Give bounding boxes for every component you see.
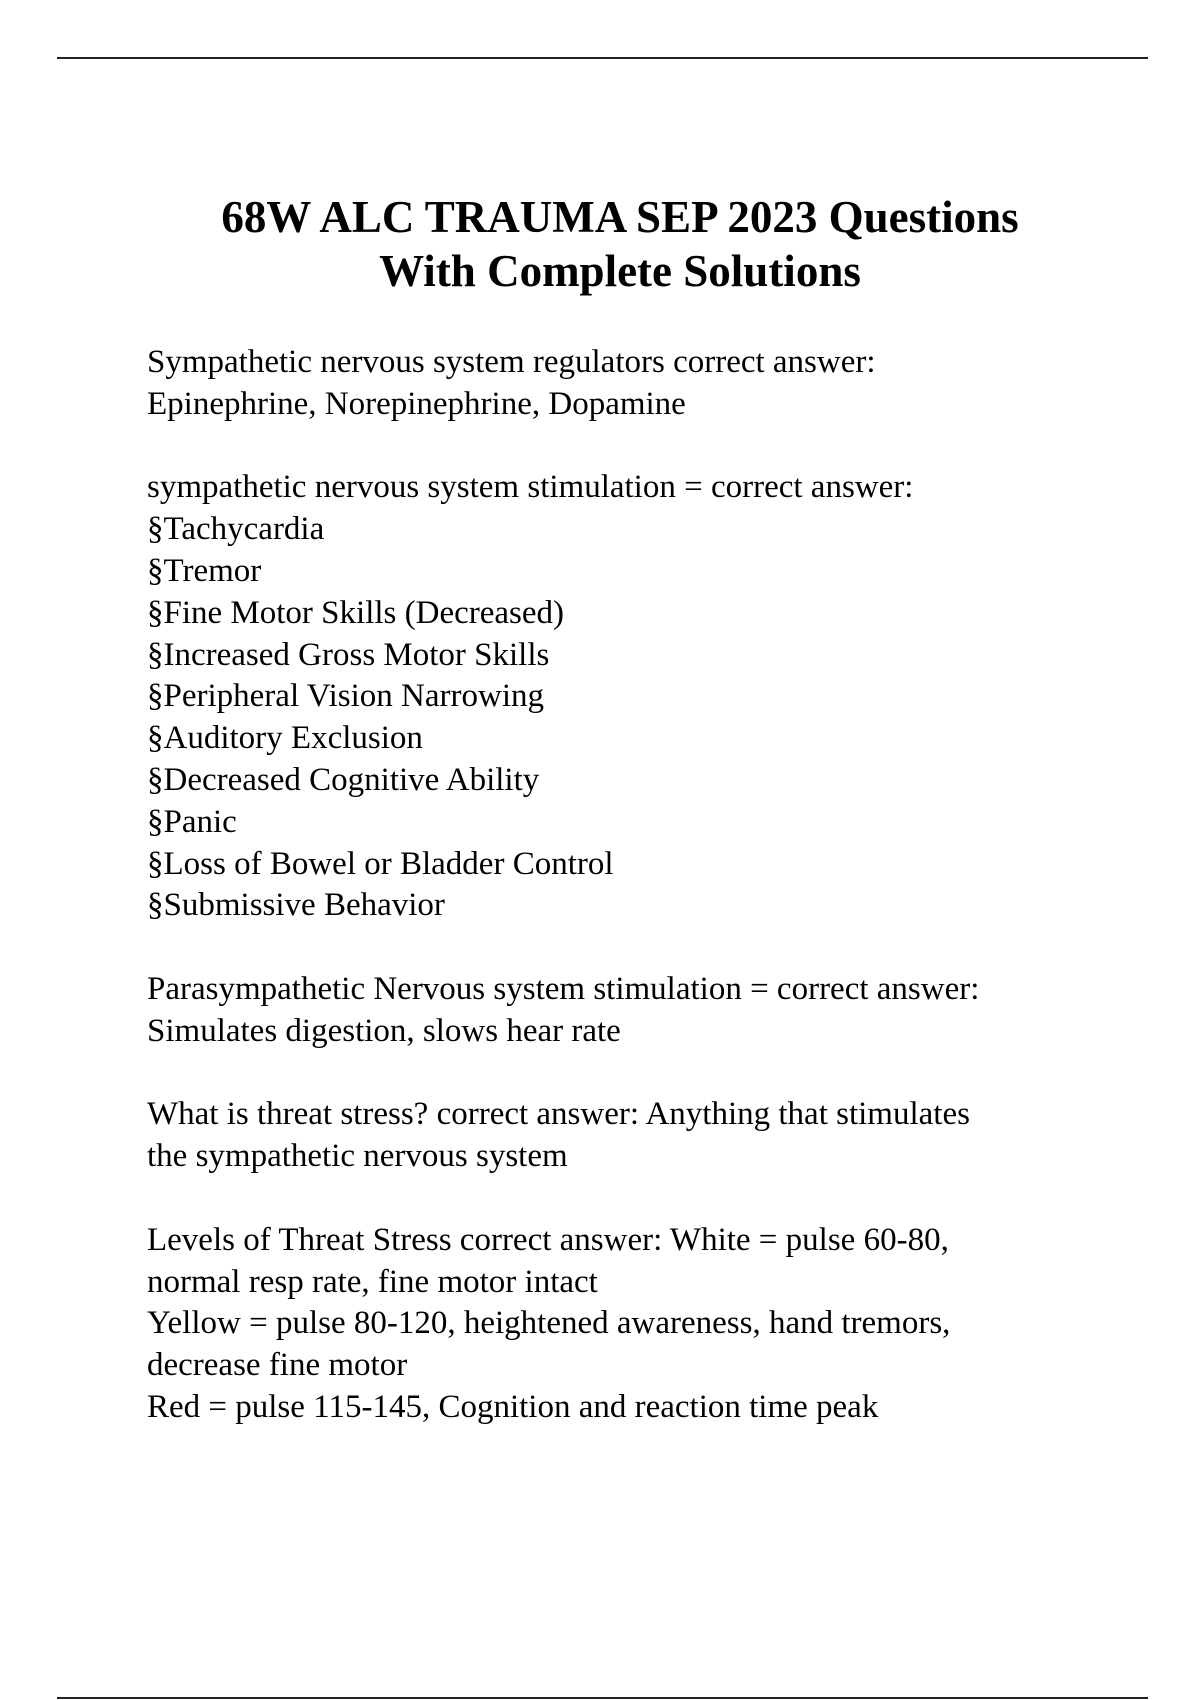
text-line: §Peripheral Vision Narrowing — [147, 678, 544, 715]
qa-paragraph — [147, 1094, 1107, 1178]
text-line: Epinephrine, Norepinephrine, Dopamine — [147, 385, 686, 422]
text-line: Sympathetic nervous system regulators correct answer: — [147, 344, 876, 380]
qa-paragraph — [147, 1220, 1107, 1429]
text-line: §Submissive Behavior — [147, 887, 445, 924]
title-line-2: With Complete Solutions — [379, 246, 861, 296]
text-line: §Fine Motor Skills (Decreased) — [147, 594, 564, 631]
text-line: §Decreased Cognitive Ability — [147, 761, 540, 798]
qa-paragraph — [147, 342, 1107, 426]
text-line: decrease fine motor — [147, 1347, 408, 1384]
header-rule — [57, 57, 1148, 59]
text-line: §Increased Gross Motor Skills — [147, 636, 550, 673]
qa-paragraph — [147, 467, 1107, 927]
text-line: Simulates digestion, slows hear rate — [147, 1012, 621, 1049]
text-line: Red = pulse 115-145, Cognition and reaction time peak — [147, 1388, 879, 1425]
title-line-1: 68W ALC TRAUMA SEP 2023 Questions — [221, 192, 1019, 242]
document-body — [147, 342, 1107, 1471]
text-line: normal resp rate, fine motor intact — [147, 1263, 598, 1300]
text-line: §Tachycardia — [147, 511, 325, 548]
text-line: Parasympathetic Nervous system stimulation = correct answer: — [147, 970, 980, 1007]
text-line: sympathetic nervous system stimulation = correct answer: — [147, 469, 914, 506]
text-line: the sympathetic nervous system — [147, 1138, 568, 1175]
text-line: §Tremor — [147, 552, 262, 589]
text-line: §Loss of Bowel or Bladder Control — [147, 845, 614, 882]
text-line: §Auditory Exclusion — [147, 720, 423, 757]
text-line: Levels of Threat Stress correct answer: White = pulse 60-80, — [147, 1221, 949, 1258]
text-line: §Panic — [147, 803, 237, 840]
page-title — [0, 190, 1200, 298]
text-line: Yellow = pulse 80-120, heightened awareness, hand tremors, — [147, 1305, 951, 1342]
qa-paragraph — [147, 969, 1107, 1053]
footer-rule — [57, 1697, 1148, 1699]
text-line: What is threat stress? correct answer: Anything that stimulates — [147, 1096, 970, 1133]
